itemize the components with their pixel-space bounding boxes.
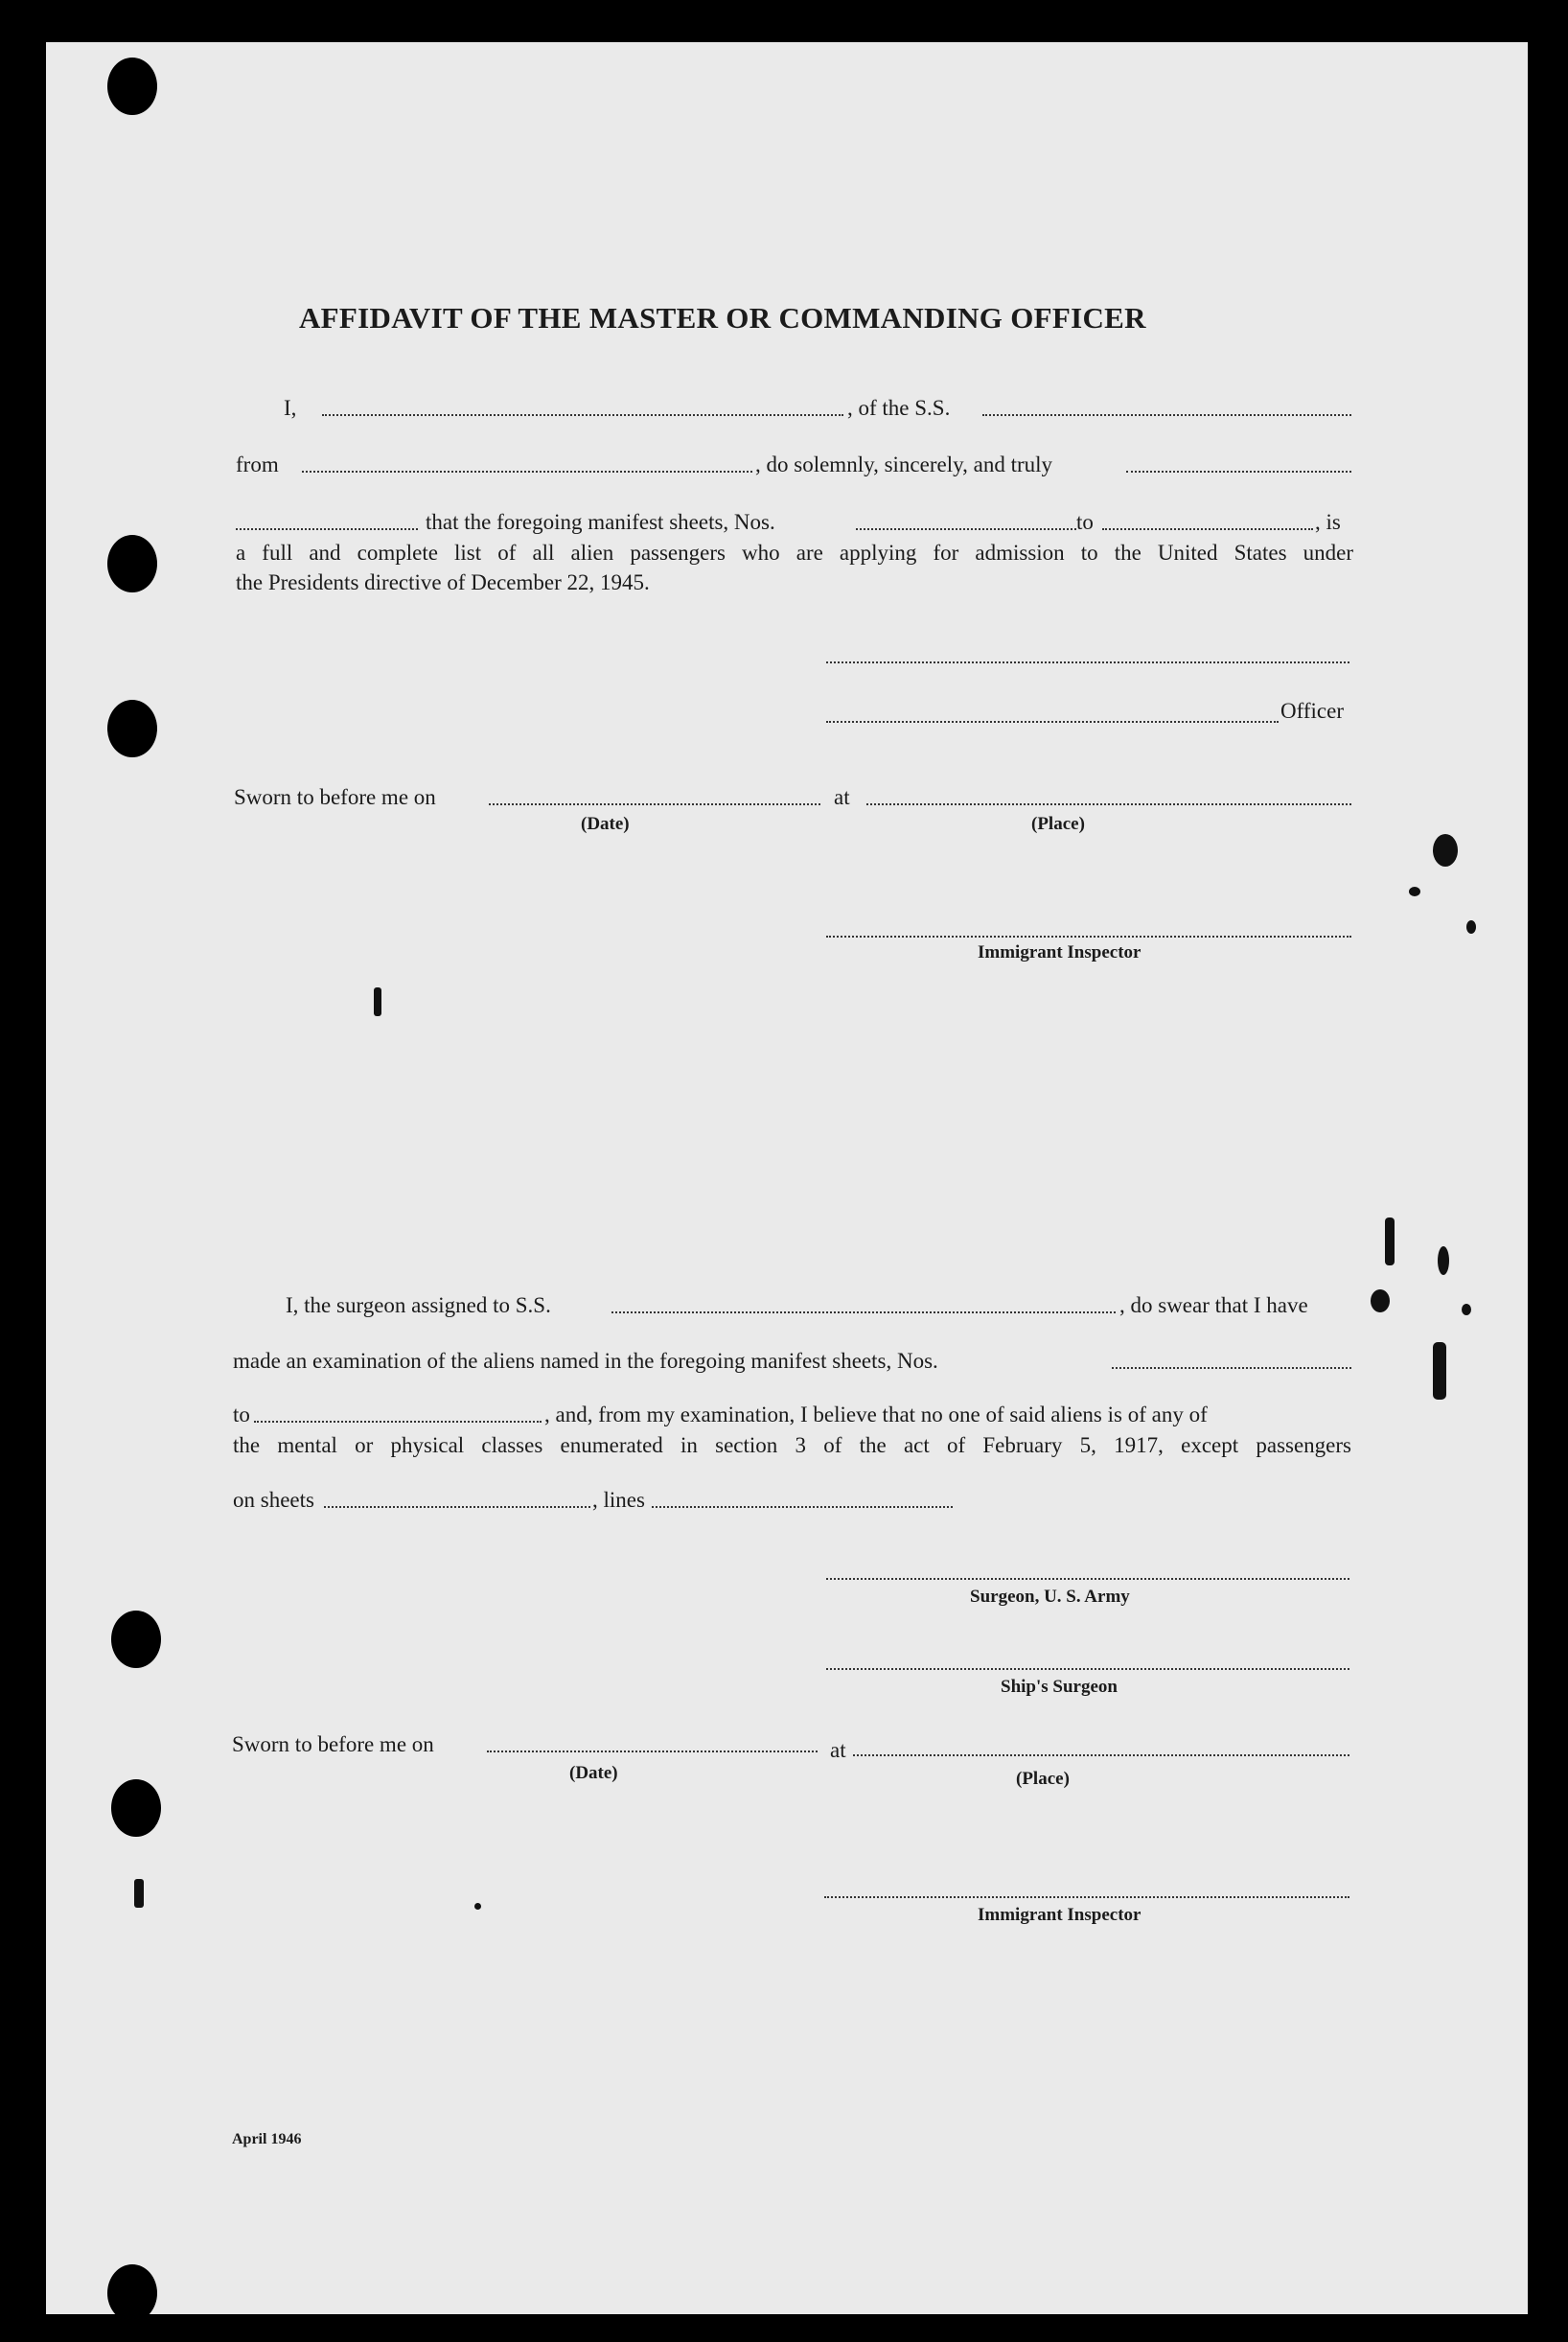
surgeon-intro: I, the surgeon assigned to S.S.: [286, 1293, 551, 1317]
sheet-to-field[interactable]: [1102, 528, 1313, 530]
stain-mark: [474, 1903, 481, 1910]
stain-mark: [1433, 834, 1458, 867]
punch-hole: [107, 2264, 157, 2322]
origin-field[interactable]: [302, 471, 752, 473]
lines-field[interactable]: [652, 1506, 953, 1508]
form-date: April 1946: [232, 2131, 302, 2147]
punch-hole: [107, 58, 157, 115]
punch-hole: [111, 1779, 161, 1837]
stain-mark: [1433, 1342, 1446, 1400]
on-sheets-label: on sheets: [233, 1488, 314, 1512]
statement-line: a full and complete list of all alien passengers who are applying for admission to the United States under: [236, 541, 1353, 565]
prefix-i: I,: [284, 396, 297, 420]
statement-line: the Presidents directive of December 22, 1945.: [236, 570, 650, 594]
stain-mark: [1371, 1289, 1390, 1312]
sheet-from-field[interactable]: [856, 528, 1076, 530]
foregoing-label: that the foregoing manifest sheets, Nos.: [426, 510, 775, 534]
examination-label: made an examination of the aliens named in the foregoing manifest sheets, Nos.: [233, 1349, 938, 1373]
sworn-label: Sworn to before me on: [234, 785, 436, 809]
lines-label: , lines: [592, 1488, 645, 1512]
to-label: to: [1076, 510, 1094, 534]
solemnly-label: , do solemnly, sincerely, and truly: [755, 452, 1053, 476]
sworn-label: Sworn to before me on: [232, 1732, 434, 1756]
stain-mark: [134, 1879, 144, 1908]
swear-label: , do swear that I have: [1119, 1293, 1308, 1317]
on-sheets-field[interactable]: [324, 1506, 590, 1508]
statement-line: the mental or physical classes enumerated in section 3 of the act of February 5, 1917, except passengers: [233, 1433, 1351, 1457]
inspector-signature-line[interactable]: [826, 936, 1351, 938]
sworn-place-field[interactable]: [866, 803, 1351, 805]
to-label: to: [233, 1403, 250, 1426]
punch-hole: [107, 700, 157, 757]
surgeon-sworn-place-field[interactable]: [853, 1754, 1349, 1756]
oath-field[interactable]: [1126, 471, 1351, 473]
ships-surgeon-signature-line[interactable]: [826, 1668, 1349, 1670]
inspector-signature-line[interactable]: [824, 1896, 1349, 1898]
army-surgeon-caption: Surgeon, U. S. Army: [970, 1587, 1130, 1607]
officer-label: Officer: [1280, 699, 1344, 723]
at-label: at: [834, 785, 850, 809]
form-title: AFFIDAVIT OF THE MASTER OR COMMANDING OFFICER: [299, 301, 1146, 335]
stain-mark: [1409, 887, 1420, 896]
date-caption: (Date): [569, 1763, 618, 1783]
stain-mark: [1438, 1246, 1449, 1275]
surgeon-sheet-from-field[interactable]: [1112, 1367, 1351, 1369]
surgeon-sworn-date-field[interactable]: [487, 1751, 818, 1752]
surgeon-sheet-to-field[interactable]: [254, 1421, 542, 1423]
inspector-caption: Immigrant Inspector: [978, 942, 1141, 962]
ship-name-field[interactable]: [982, 414, 1351, 416]
stain-mark: [1462, 1304, 1471, 1315]
army-surgeon-signature-line[interactable]: [826, 1578, 1349, 1580]
declaration-field[interactable]: [236, 528, 418, 530]
document-page: [46, 42, 1528, 2314]
ships-surgeon-caption: Ship's Surgeon: [1001, 1677, 1118, 1697]
of-the-ss-label: , of the S.S.: [847, 396, 951, 420]
stain-mark: [1385, 1217, 1395, 1265]
officer-signature-line[interactable]: [826, 721, 1279, 723]
and-from-label: , and, from my examination, I believe that no one of said aliens is of any of: [544, 1403, 1208, 1426]
inspector-caption: Immigrant Inspector: [978, 1905, 1141, 1925]
from-label: from: [236, 452, 279, 476]
at-label: at: [830, 1738, 846, 1762]
punch-hole: [111, 1611, 161, 1668]
signature-line[interactable]: [826, 661, 1349, 663]
punch-hole: [107, 535, 157, 592]
sworn-date-field[interactable]: [489, 803, 820, 805]
date-caption: (Date): [581, 814, 630, 834]
is-label: , is: [1315, 510, 1341, 534]
place-caption: (Place): [1031, 814, 1085, 834]
master-name-field[interactable]: [322, 414, 843, 416]
stain-mark: [1466, 920, 1476, 934]
stain-mark: [374, 987, 381, 1016]
surgeon-ship-field[interactable]: [611, 1311, 1116, 1313]
place-caption: (Place): [1016, 1769, 1070, 1789]
